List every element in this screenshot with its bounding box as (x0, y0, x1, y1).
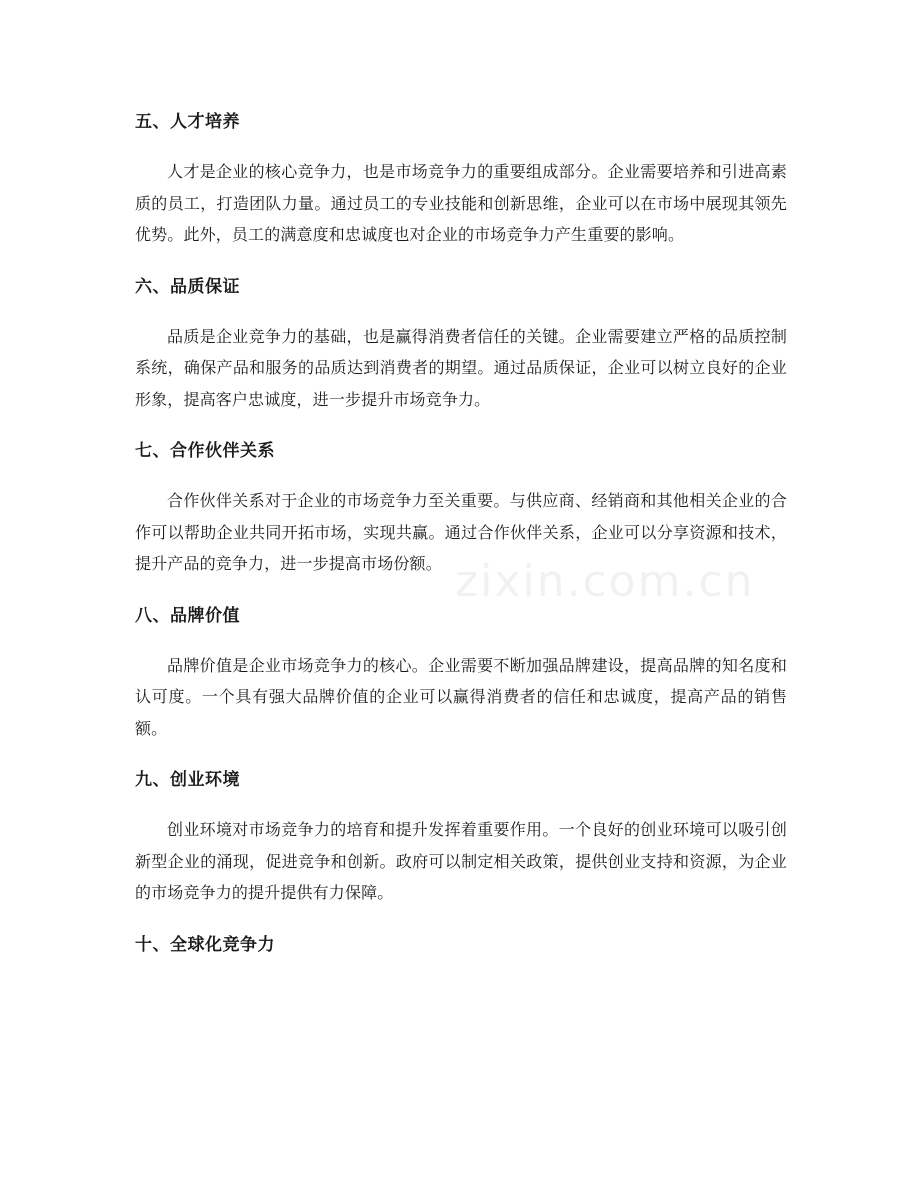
section-global-competitiveness (135, 931, 787, 959)
section-paragraph: 创业环境对市场竞争力的培育和提升发挥着重要作用。一个良好的创业环境可以吸引创新型企业的涌现，促进竞争和创新。政府可以制定相关政策，提供创业支持和资源，为企业的市场竞争力的提升提供有力保障。 (135, 820, 787, 902)
watermark: zixin.com.cn (455, 556, 755, 607)
section-heading: 八、品牌价值 (135, 605, 240, 626)
section-brand-value (135, 602, 787, 745)
document-content (135, 108, 787, 979)
section-paragraph: 品牌价值是企业市场竞争力的核心。企业需要不断加强品牌建设，提高品牌的知名度和认可度。一个具有强大品牌价值的企业可以赢得消费者的信任和忠诚度，提高产品的销售额。 (135, 655, 787, 738)
section-partnership (135, 437, 787, 580)
section-paragraph: 品质是企业竞争力的基础，也是赢得消费者信任的关键。企业需要建立严格的品质控制系统，确保产品和服务的品质达到消费者的期望。通过品质保证，企业可以树立良好的企业形象，提高客户忠诚度，进一步提升市场竞争力。 (135, 326, 787, 409)
section-quality-assurance (135, 273, 787, 416)
section-heading: 十、全球化竞争力 (135, 934, 275, 955)
section-heading: 九、创业环境 (135, 770, 240, 790)
section-heading: 六、品质保证 (135, 276, 240, 297)
section-talent-training (135, 108, 787, 251)
section-heading: 五、人才培养 (135, 112, 240, 132)
section-heading: 七、合作伙伴关系 (135, 441, 275, 461)
section-paragraph: 人才是企业的核心竞争力，也是市场竞争力的重要组成部分。企业需要培养和引进高素质的员工，打造团队力量。通过员工的专业技能和创新思维，企业可以在市场中展现其领先优势。此外，员工的满意度和忠诚度也对企业的市场竞争力产生重要的影响。 (135, 162, 787, 244)
section-startup-environment (135, 766, 787, 909)
section-paragraph: 合作伙伴关系对于企业的市场竞争力至关重要。与供应商、经销商和其他相关企业的合作可以帮助企业共同开拓市场，实现共赢。通过合作伙伴关系，企业可以分享资源和技术，提升产品的竞争力，进一步提高市场份额。 (135, 491, 787, 573)
